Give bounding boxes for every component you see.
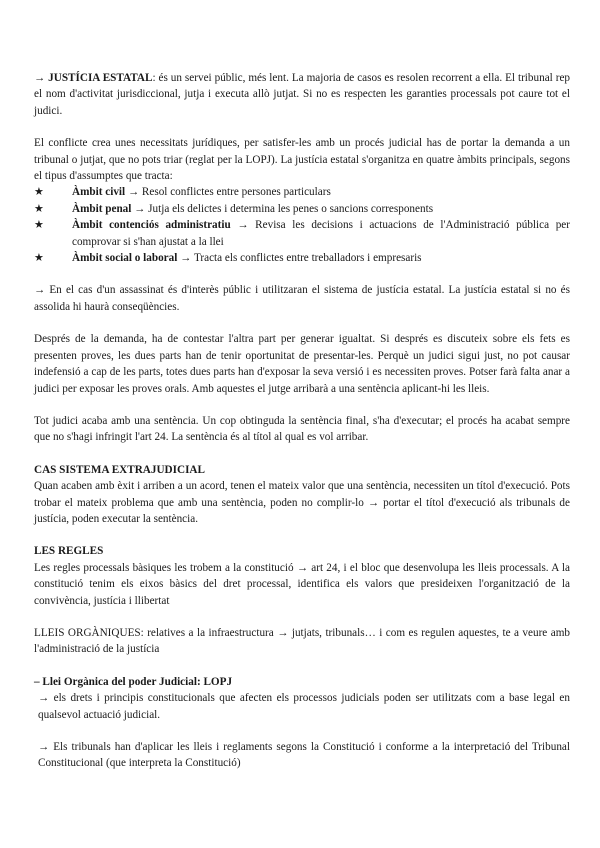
lopj-point-2: → Els tribunals han d'aplicar les lleis i reglaments segons la Constitució i conforme a la interpretació del Tribunal Constitucional (que interpreta la Constitució)	[38, 741, 570, 770]
list-item	[34, 201, 570, 217]
intro-arrow: →	[34, 72, 49, 84]
extrajudicial-paragraph: Quan acaben amb èxit i arriben a un acord, tenen el mateix valor que una sentència, necessiten un títol d'execució. Pots trobar el mateix problema que amb una sentència, poden no complir-lo → portar el títol d'execució als tribunals de justícia, poden executar la sentència.	[34, 480, 570, 525]
extrajudicial-heading: CAS SISTEMA EXTRAJUDICIAL	[34, 463, 205, 476]
area-name: Àmbit contenciós administratiu	[72, 219, 231, 232]
intro-paragraph	[34, 70, 570, 119]
area-desc: → Revisa les decisions i actuacions de l'Administració pública per comprovar si s'han ajustat a la llei	[72, 219, 570, 248]
area-desc: → Tracta els conflictes entre treballadors i empresaris	[177, 252, 422, 265]
organic-laws-paragraph: LLEIS ORGÀNIQUES: relatives a la infraestructura → jutjats, tribunals… i com es regulen aquestes, te a veure amb l'administració de la justícia	[34, 626, 570, 656]
area-desc: → Resol conflictes entre persones particulars	[125, 186, 331, 199]
intro-term: JUSTÍCIA ESTATAL	[48, 72, 153, 84]
area-name: Àmbit penal	[72, 202, 132, 215]
rules-paragraph: Les regles processals bàsiques les trobem a la constitució → art 24, i el bloc que desenvolupa les lleis processals. A la constitució tenim els eixos bàsics del dret processal, identifica els valors que presideixen l'organització de la convivència, justícia i llibertat	[34, 561, 570, 607]
lopj-heading: – Llei Orgànica del poder Judicial: LOPJ	[34, 675, 233, 688]
star-icon: ★	[34, 219, 45, 232]
list-item	[34, 217, 570, 250]
list-item	[34, 250, 570, 266]
area-name: Àmbit civil	[72, 186, 126, 199]
lopj-point-1: → els drets i principis constitucionals que afecten els processos judicials poden ser utilitzats com a base legal en qualsevol actuació judicial.	[38, 692, 570, 721]
area-name: Àmbit social o laboral	[72, 252, 178, 265]
area-desc: → Jutja els delictes i determina les penes o sancions corresponents	[131, 202, 434, 215]
star-icon: ★	[34, 186, 45, 199]
murder-paragraph: → En el cas d'un assassinat és d'interès públic i utilitzaran el sistema de justícia estatal. La justícia estatal si no és assolida hi haurà conseqüències.	[34, 284, 570, 313]
areas-list	[34, 184, 570, 266]
intro-text: : és un servei públic, més lent. La majoria de casos es resolen recorrent a ella. El tribunal rep el nom d'activitat jurisdiccional, jutja i executa allò jutjat. Si no es respecten les garanties processals pot caure tot el judici.	[34, 72, 571, 117]
star-icon: ★	[34, 202, 45, 215]
sentence-paragraph: Tot judici acaba amb una sentència. Un cop obtinguda la sentència final, s'ha d'executar; el procés ha acabat sempre que no s'hagi infringit l'art 24. La sentència és al títol al qual es vol arribar.	[34, 414, 570, 444]
conflict-paragraph: El conflicte crea unes necessitats jurídiques, per satisfer-les amb un procés judicial has de portar la demanda a un tribunal o jutjat, que no pots triar (reglat per la LOPJ). La justícia estatal s'organitza en quatre àmbits principals, segons el tipus d'assumptes que tracta:	[34, 137, 570, 183]
star-icon: ★	[34, 252, 45, 265]
list-item	[34, 184, 570, 200]
rules-heading: LES REGLES	[34, 545, 104, 558]
demand-paragraph: Després de la demanda, ha de contestar l'altra part per generar igualtat. Si després es discuteix sobre els fets es presenten proves, les dues parts han de tenir oportunitat de presentar-les. Perquè un judici sigui just, no pot causar indefensió a cap de les parts, totes dues parts han d'exposar la seva versió i es necessiten proves. Potser farà falta anar a judici per exposar les proves orals. Amb aquestes el jutge arribarà a una sentència aplicant-hi les lleis.	[34, 333, 570, 395]
document-body	[34, 70, 570, 788]
